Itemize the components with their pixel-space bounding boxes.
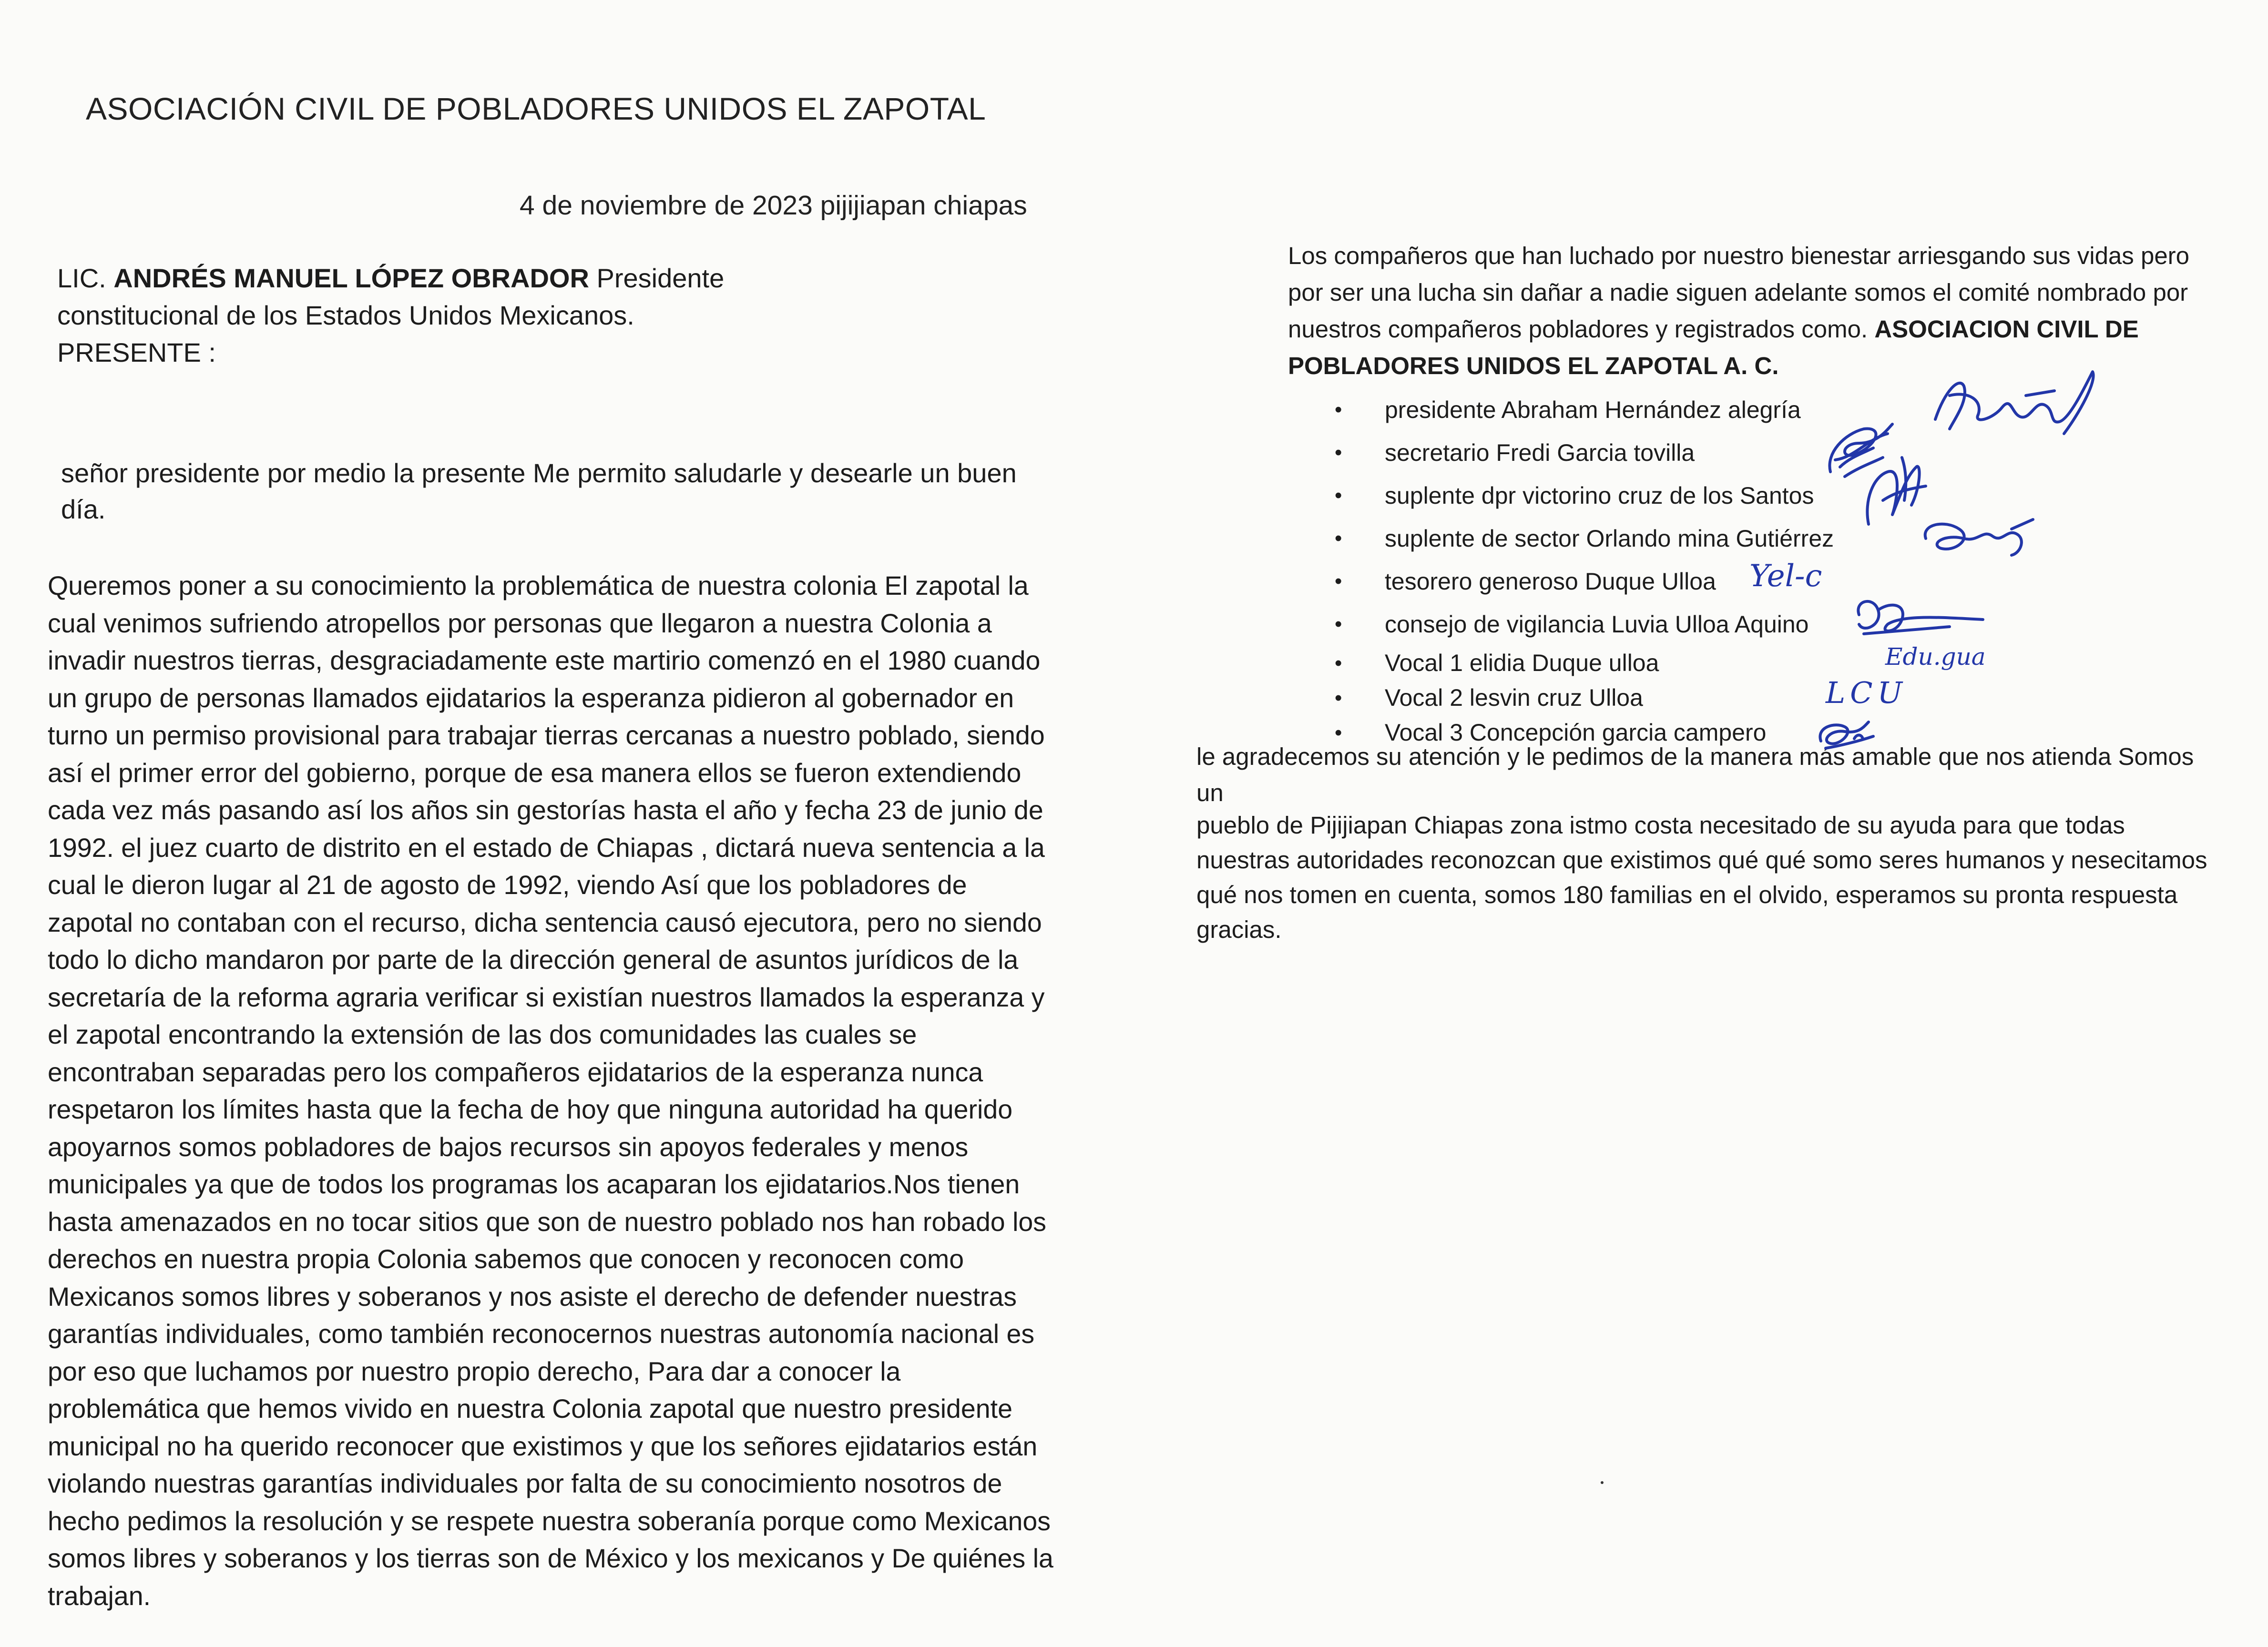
committee-intro-text: Los compañeros que han luchado por nuestro bienestar arriesgando sus vidas pero por ser una lucha sin dañar a nadie siguen adelante somos el comité nombrado por nuestros compañeros pobladores y registrados como.	[1288, 242, 2190, 343]
member-text: presidente Abraham Hernández alegría	[1385, 396, 1801, 423]
member-text: Vocal 1 elidia Duque ulloa	[1385, 650, 1659, 676]
member-text: suplente dpr victorino cruz de los Santos	[1385, 482, 1814, 509]
member-text: secretario Fredi Garcia tovilla	[1385, 439, 1695, 466]
bullet-icon: •	[1335, 527, 1342, 550]
recipient-prefix: LIC.	[57, 263, 106, 293]
greeting-paragraph: señor presidente por medio la presente Me permito saludarle y desearle un buen día.	[61, 458, 1017, 524]
recipient-salutation: PRESENTE :	[57, 337, 216, 367]
member-text: Vocal 3 Concepción garcia campero	[1385, 719, 1767, 746]
suplente-sector-signature	[1916, 510, 2040, 569]
bullet-icon: •	[1335, 569, 1342, 593]
member-text: consejo de vigilancia Luvia Ulloa Aquino	[1385, 611, 1809, 638]
closing-paragraph-2: pueblo de Pijijiapan Chiapas zona istmo costa necesitado de su ayuda para que todas nuestras autoridades reconozcan que existimos qué qué somo seres humanos y nesecitamos qué nos tomen en cuenta, somos 180 familias en el olvido, esperamos su pronta respuesta gracias.	[1196, 812, 2207, 943]
letter-date: 4 de noviembre de 2023 pijijiapan chiapas	[520, 190, 1027, 221]
bullet-icon: •	[1335, 612, 1342, 636]
tesorero-signature	[1745, 553, 1840, 608]
bullet-icon: •	[1335, 484, 1342, 507]
committee-association-name: ASOCIACION CIVIL DE POBLADORES UNIDOS EL ZAPOTAL A. C.	[1288, 315, 2139, 379]
recipient-role-2: constitucional de los Estados Unidos Mexicanos.	[57, 300, 634, 330]
paper-speck	[1601, 1481, 1604, 1484]
bullet-icon: •	[1335, 441, 1342, 464]
member-text: tesorero generoso Duque Ulloa	[1385, 568, 1716, 595]
closing-paragraph-1: le agradecemos su atención y le pedimos de la manera más amable que nos atienda Somos un	[1196, 743, 2194, 806]
recipient-role-1: Presidente	[596, 263, 725, 293]
member-text: suplente de sector Orlando mina Gutiérrez	[1385, 525, 1834, 552]
vocal1-text: Edu.gua	[1885, 643, 1986, 671]
bullet-icon: •	[1335, 651, 1342, 675]
association-title: ASOCIACIÓN CIVIL DE POBLADORES UNIDOS EL ZAPOTAL	[86, 91, 986, 126]
tesorero-initials: Yel-c	[1749, 559, 1822, 594]
body-paragraph: Queremos poner a su conocimiento la problemática de nuestra colonia El zapotal la cual venimos sufriendo atropellos por personas que llegaron a nuestra Colonia a invadir nuestros tierras, desgraciadamente este martirio comenzó en el 1980 cuando un grupo de personas llamados ejidatarios la esperanza pidieron al gobernador en turno un permiso provisional para trabajar tierras cercanas a nuestro poblado, siendo así el primer error del gobierno, porque de esa manera ellos se fueron extendiendo cada vez más pasando así los años sin gestorías hasta el año y fecha 23 de junio de 1992. el juez cuarto de distrito en el estado de Chiapas , dictará nueva sentencia a la cual le dieron lugar al 21 de agosto de 1992, viendo Así que los pobladores de zapotal no contaban con el recurso, dicha sentencia causó ejecutora, pero no siendo todo lo dicho mandaron por parte de la dirección general de asuntos jurídicos de la secretaría de la reforma agraria verificar si existían nuestros llamados la esperanza y el zapotal encontrando la extensión de las dos comunidades las cuales se encontraban separadas pero los compañeros ejidatarios de la esperanza nunca respetaron los límites hasta que la fecha de hoy que ninguna autoridad ha querido apoyarnos somos pobladores de bajos recursos sin apoyos federales y menos municipales ya que de todos los programas los acaparan los ejidatarios.Nos tienen hasta amenazados en no tocar sitios que son de nuestro poblado nos han robado los derechos en nuestra propia Colonia sabemos que conocen y reconocen como Mexicanos somos libres y soberanos y nos asiste el derecho de defender nuestras garantías individuales, como también reconocernos nuestras autonomía nacional es por eso que luchamos por nuestro propio derecho, Para dar a conocer la problemática que hemos vivido en nuestra Colonia zapotal que nuestro presidente municipal no ha querido reconocer que existimos y que los señores ejidatarios están violando nuestras garantías individuales por falta de su conocimiento nosotros de hecho pedimos la resolución y se respete nuestra soberanía porque como Mexicanos somos libres y soberanos y los tierras son de México y los mexicanos y De quiénes la trabajan.	[48, 571, 1053, 1611]
recipient-block	[57, 260, 772, 371]
member-text: Vocal 2 lesvin cruz Ulloa	[1385, 684, 1643, 711]
vocal2-initials: LCU	[1826, 675, 1907, 710]
recipient-name: ANDRÉS MANUEL LÓPEZ OBRADOR	[113, 263, 589, 293]
bullet-icon: •	[1335, 686, 1342, 710]
bullet-icon: •	[1335, 398, 1342, 421]
vocal3-signature	[1807, 712, 1888, 758]
bullet-icon: •	[1335, 721, 1342, 744]
